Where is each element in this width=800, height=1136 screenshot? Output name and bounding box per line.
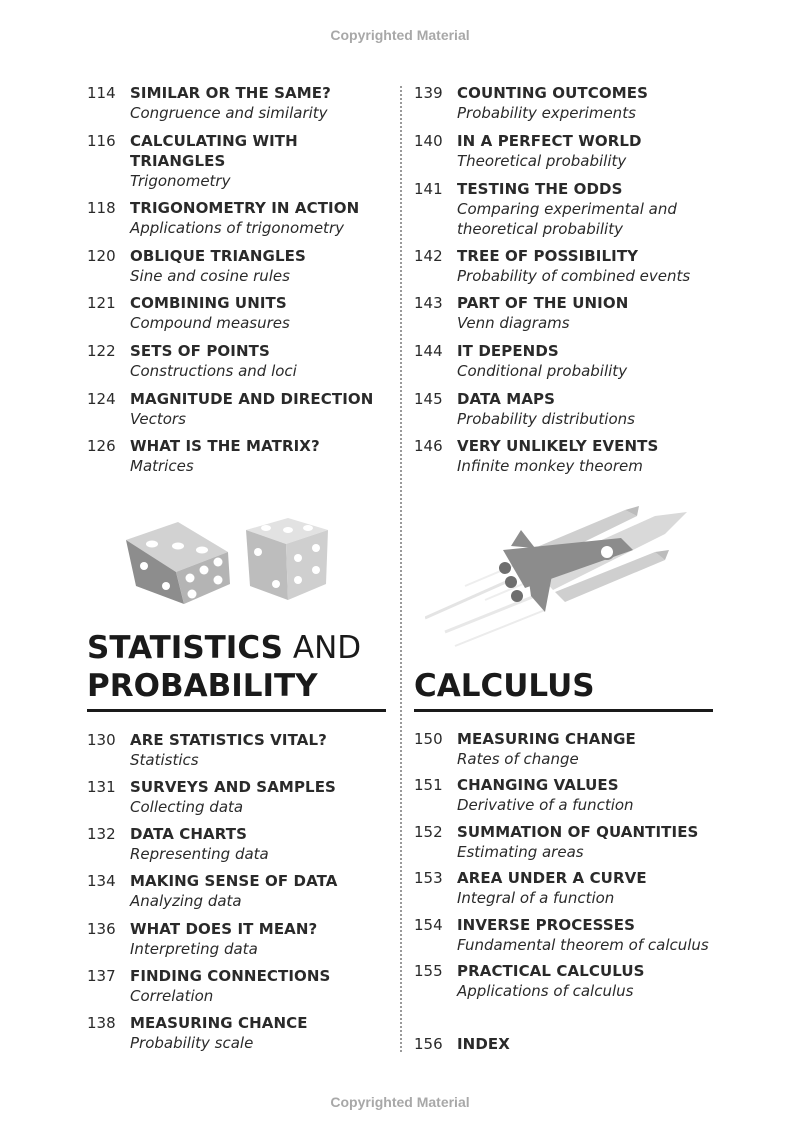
page-number: 140 <box>414 132 443 150</box>
entry-title: MEASURING CHANCE <box>130 1014 308 1032</box>
dice-illustration <box>118 500 348 610</box>
entry-title: PRACTICAL CALCULUS <box>457 962 645 980</box>
page-number: 116 <box>87 132 116 150</box>
page-number: 130 <box>87 731 116 749</box>
entry-subtitle: Applications of trigonometry <box>130 219 344 237</box>
entry-subtitle: Compound measures <box>130 314 290 332</box>
entry-subtitle: Derivative of a function <box>457 796 634 814</box>
heading-word: AND <box>292 630 362 666</box>
page-number: 156 <box>414 1035 443 1053</box>
entry-title: WHAT DOES IT MEAN? <box>130 920 318 938</box>
entry-subtitle: Estimating areas <box>457 843 584 861</box>
entry-subtitle: Statistics <box>130 751 199 769</box>
entry-subtitle: Sine and cosine rules <box>130 267 290 285</box>
entry-subtitle: Representing data <box>130 845 269 863</box>
page-number: 122 <box>87 342 116 360</box>
page-number: 136 <box>87 920 116 938</box>
entry-title: CALCULATING WITH <box>130 132 298 150</box>
page-number: 153 <box>414 869 443 887</box>
entry-title: COMBINING UNITS <box>130 294 287 312</box>
entry-title: MEASURING CHANGE <box>457 730 636 748</box>
entry-subtitle: Probability distributions <box>457 410 635 428</box>
entry-title: TRIGONOMETRY IN ACTION <box>130 199 360 217</box>
entry-title: MAKING SENSE OF DATA <box>130 872 338 890</box>
copyright-top: Copyrighted Material <box>330 27 470 43</box>
entry-title: MAGNITUDE AND DIRECTION <box>130 390 374 408</box>
page-number: 146 <box>414 437 443 455</box>
heading-word: CALCULUS <box>414 668 595 704</box>
entry-subtitle: Infinite monkey theorem <box>457 457 643 475</box>
entry-title: ARE STATISTICS VITAL? <box>130 731 327 749</box>
page-number: 121 <box>87 294 116 312</box>
entry-subtitle: Trigonometry <box>130 172 231 190</box>
entry-subtitle-line2: theoretical probability <box>457 220 623 238</box>
rocket-icon <box>425 506 687 646</box>
page-number: 138 <box>87 1014 116 1032</box>
entry-subtitle: Fundamental theorem of calculus <box>457 936 709 954</box>
entry-title: WHAT IS THE MATRIX? <box>130 437 320 455</box>
entry-title: IT DEPENDS <box>457 342 559 360</box>
page-number: 154 <box>414 916 443 934</box>
page-number: 141 <box>414 180 443 198</box>
entry-title: CHANGING VALUES <box>457 776 619 794</box>
section-heading-calculus <box>414 667 595 705</box>
entry-title: INVERSE PROCESSES <box>457 916 636 934</box>
page-number: 145 <box>414 390 443 408</box>
page-number: 137 <box>87 967 116 985</box>
page-number: 118 <box>87 199 116 217</box>
heading-rule <box>87 709 386 712</box>
page-number: 151 <box>414 776 443 794</box>
entry-title: OBLIQUE TRIANGLES <box>130 247 306 265</box>
section-heading-statistics <box>87 629 361 705</box>
entry-title: VERY UNLIKELY EVENTS <box>457 437 659 455</box>
entry-subtitle: Rates of change <box>457 750 579 768</box>
entry-title: SETS OF POINTS <box>130 342 270 360</box>
entry-title: COUNTING OUTCOMES <box>457 84 648 102</box>
page-number: 142 <box>414 247 443 265</box>
entry-title: SIMILAR OR THE SAME? <box>130 84 331 102</box>
entry-title: TESTING THE ODDS <box>457 180 623 198</box>
entry-subtitle: Correlation <box>130 987 214 1005</box>
entry-title: INDEX <box>457 1035 510 1053</box>
entry-subtitle: Conditional probability <box>457 362 628 380</box>
entry-title: DATA CHARTS <box>130 825 247 843</box>
page-number: 134 <box>87 872 116 890</box>
page-number: 150 <box>414 730 443 748</box>
entry-subtitle: Integral of a function <box>457 889 615 907</box>
entry-subtitle: Constructions and loci <box>130 362 297 380</box>
entry-title: FINDING CONNECTIONS <box>130 967 331 985</box>
page-number: 126 <box>87 437 116 455</box>
entry-title: DATA MAPS <box>457 390 556 408</box>
entry-subtitle: Venn diagrams <box>457 314 570 332</box>
copyright-bottom: Copyrighted Material <box>330 1094 470 1110</box>
heading-word: PROBABILITY <box>87 668 318 704</box>
page-number: 155 <box>414 962 443 980</box>
entry-subtitle: Interpreting data <box>130 940 258 958</box>
entry-title: SURVEYS AND SAMPLES <box>130 778 336 796</box>
entry-title: SUMMATION OF QUANTITIES <box>457 823 699 841</box>
dice-icon <box>126 518 328 604</box>
heading-word: STATISTICS <box>87 630 283 666</box>
page-number: 143 <box>414 294 443 312</box>
page-number: 139 <box>414 84 443 102</box>
entry-title: PART OF THE UNION <box>457 294 629 312</box>
page-number: 144 <box>414 342 443 360</box>
page-number: 132 <box>87 825 116 843</box>
entry-subtitle: Theoretical probability <box>457 152 627 170</box>
entry-title: AREA UNDER A CURVE <box>457 869 647 887</box>
entry-subtitle: Collecting data <box>130 798 244 816</box>
entry-title: IN A PERFECT WORLD <box>457 132 642 150</box>
entry-subtitle: Vectors <box>130 410 186 428</box>
page-number: 152 <box>414 823 443 841</box>
page-number: 124 <box>87 390 116 408</box>
entry-subtitle: Matrices <box>130 457 194 475</box>
entry-subtitle: Comparing experimental and <box>457 200 677 218</box>
entry-subtitle: Probability scale <box>130 1034 254 1052</box>
entry-subtitle: Analyzing data <box>130 892 242 910</box>
rocket-illustration <box>425 500 705 650</box>
page-number: 114 <box>87 84 116 102</box>
entry-title-line2: TRIANGLES <box>130 152 226 170</box>
entry-subtitle: Probability of combined events <box>457 267 691 285</box>
entry-subtitle: Probability experiments <box>457 104 636 122</box>
heading-rule <box>414 709 713 712</box>
entry-title: TREE OF POSSIBILITY <box>457 247 639 265</box>
page-number: 120 <box>87 247 116 265</box>
entry-subtitle: Applications of calculus <box>457 982 634 1000</box>
entry-subtitle: Congruence and similarity <box>130 104 328 122</box>
page-number: 131 <box>87 778 116 796</box>
